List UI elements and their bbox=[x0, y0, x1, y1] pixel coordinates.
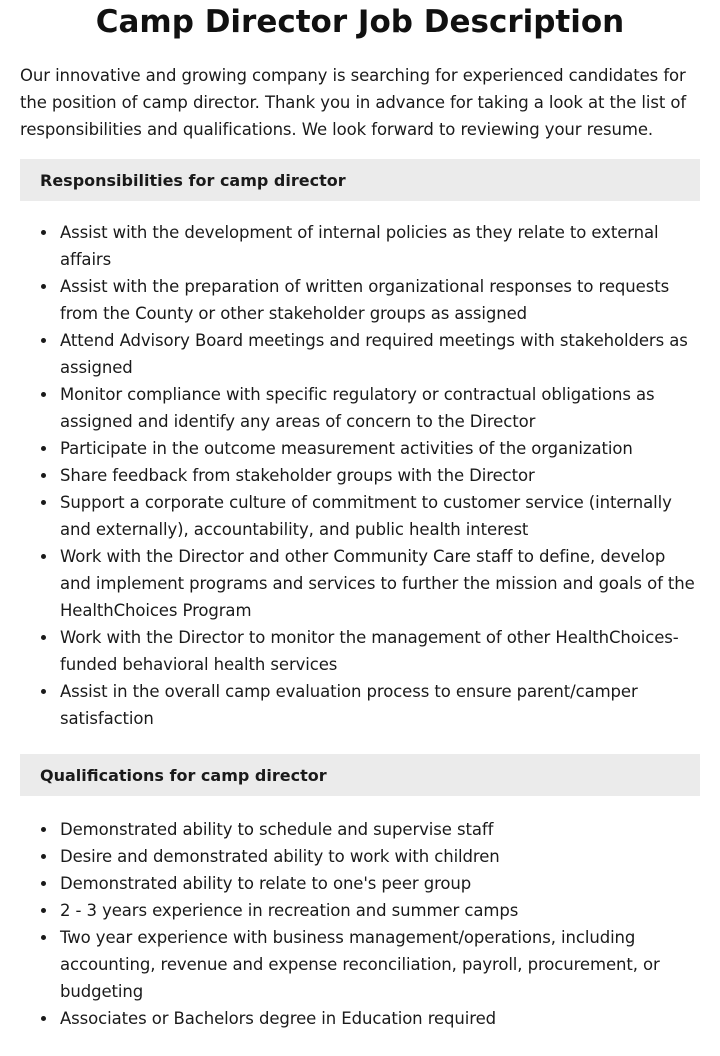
bullet-icon bbox=[41, 1016, 46, 1021]
list-item bbox=[60, 462, 700, 489]
list-item bbox=[60, 870, 700, 897]
list-item-text: Assist with the development of internal policies as they relate to external affairs bbox=[60, 223, 659, 269]
bullet-icon bbox=[41, 473, 46, 478]
page-title: Camp Director Job Description bbox=[95, 4, 625, 40]
list-item-text: Support a corporate culture of commitment to customer service (internally and externally), accountability, and public health interest bbox=[60, 493, 672, 539]
qualifications-section bbox=[20, 754, 700, 1032]
responsibilities-list bbox=[20, 219, 700, 732]
bullet-icon bbox=[41, 881, 46, 886]
list-item-text: Attend Advisory Board meetings and required meetings with stakeholders as assigned bbox=[60, 331, 688, 377]
list-item-text: Assist in the overall camp evaluation process to ensure parent/camper satisfaction bbox=[60, 682, 638, 728]
bullet-icon bbox=[41, 908, 46, 913]
list-item bbox=[60, 543, 700, 624]
bullet-icon bbox=[41, 500, 46, 505]
list-item-text: Share feedback from stakeholder groups with the Director bbox=[60, 466, 535, 485]
bullet-icon bbox=[41, 230, 46, 235]
list-item bbox=[60, 816, 700, 843]
list-item-text: Monitor compliance with specific regulatory or contractual obligations as assigned and identify any areas of concern to the Director bbox=[60, 385, 655, 431]
intro-paragraph: Our innovative and growing company is searching for experienced candidates for the position of camp director. Thank you in advance for taking a look at the list of responsibilities and qualifications. We look forward to reviewing your resume. bbox=[20, 66, 687, 139]
list-item bbox=[60, 843, 700, 870]
list-item bbox=[60, 924, 700, 1005]
list-item-text: Work with the Director and other Community Care staff to define, develop and implement programs and services to further the mission and goals of the HealthChoices Program bbox=[60, 547, 695, 620]
list-item-text: Work with the Director to monitor the management of other HealthChoices-funded behavioral health services bbox=[60, 628, 679, 674]
bullet-icon bbox=[41, 338, 46, 343]
responsibilities-heading: Responsibilities for camp director bbox=[20, 159, 700, 201]
list-item bbox=[60, 897, 700, 924]
list-item bbox=[60, 489, 700, 543]
bullet-icon bbox=[41, 935, 46, 940]
list-item-text: Demonstrated ability to schedule and supervise staff bbox=[60, 820, 494, 839]
list-item bbox=[60, 1005, 700, 1032]
qualifications-list bbox=[20, 816, 700, 1032]
list-item-text: Demonstrated ability to relate to one's peer group bbox=[60, 874, 472, 893]
bullet-icon bbox=[41, 446, 46, 451]
bullet-icon bbox=[41, 689, 46, 694]
list-item bbox=[60, 435, 700, 462]
qualifications-heading: Qualifications for camp director bbox=[20, 754, 700, 796]
list-item-text: Two year experience with business management/operations, including accounting, revenue and expense reconciliation, payroll, procurement, or budgeting bbox=[60, 928, 660, 1001]
list-item-text: Assist with the preparation of written organizational responses to requests from the County or other stakeholder groups as assigned bbox=[60, 277, 670, 323]
list-item-text: Participate in the outcome measurement activities of the organization bbox=[60, 439, 633, 458]
list-item bbox=[60, 678, 700, 732]
list-item-text: 2 - 3 years experience in recreation and summer camps bbox=[60, 901, 519, 920]
bullet-icon bbox=[41, 854, 46, 859]
bullet-icon bbox=[41, 284, 46, 289]
list-item bbox=[60, 273, 700, 327]
list-item bbox=[60, 327, 700, 381]
list-item bbox=[60, 219, 700, 273]
list-item-text: Desire and demonstrated ability to work with children bbox=[60, 847, 500, 866]
list-item bbox=[60, 624, 700, 678]
bullet-icon bbox=[41, 827, 46, 832]
list-item bbox=[60, 381, 700, 435]
bullet-icon bbox=[41, 392, 46, 397]
bullet-icon bbox=[41, 635, 46, 640]
responsibilities-section bbox=[20, 159, 700, 732]
bullet-icon bbox=[41, 554, 46, 559]
list-item-text: Associates or Bachelors degree in Education required bbox=[60, 1009, 497, 1028]
